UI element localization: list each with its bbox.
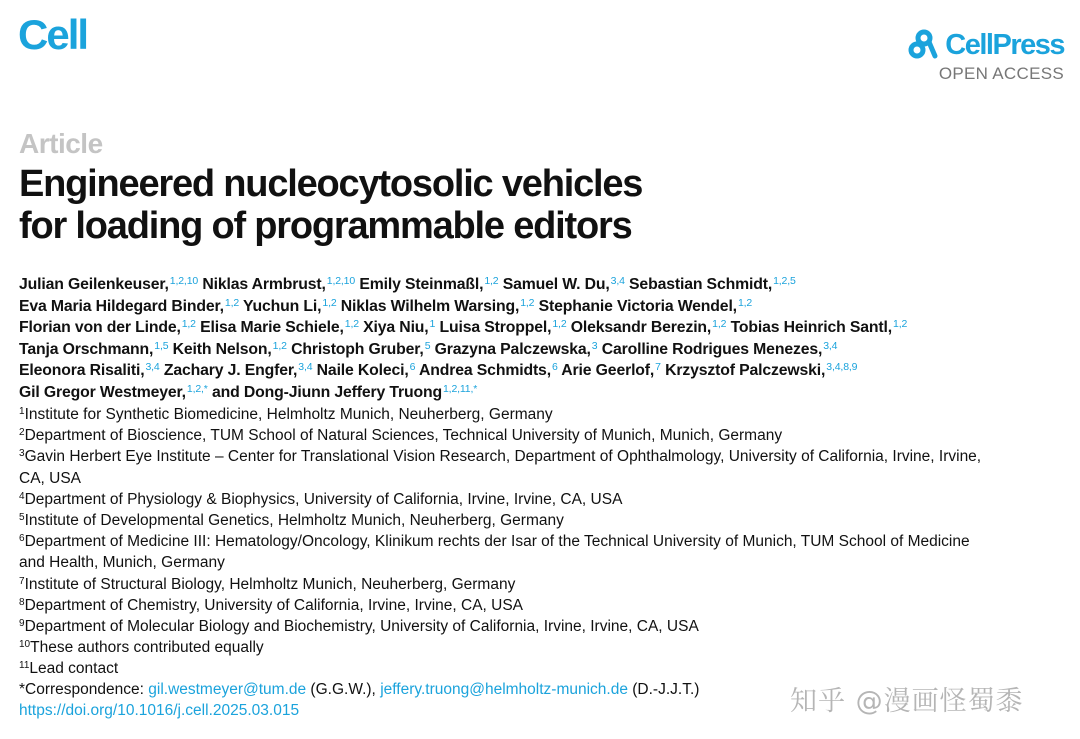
author-affiliation-sup: 3,4 xyxy=(610,275,625,287)
author-affiliation-sup: 1,2,10 xyxy=(326,275,356,287)
author-affiliation-sup: 6 xyxy=(409,361,416,373)
affiliation-number: 6 xyxy=(19,533,25,545)
author-name: Stephanie Victoria Wendel, xyxy=(538,297,737,315)
affiliation-number: 10 xyxy=(19,639,31,651)
author-name: Sebastian Schmidt, xyxy=(629,276,773,293)
author-name: Niklas Wilhelm Warsing, xyxy=(340,297,520,315)
publisher-name: CellPress xyxy=(945,28,1064,61)
email-link-westmeyer[interactable]: gil.westmeyer@tum.de xyxy=(148,681,307,698)
author-affiliation-sup: 1,2,11,* xyxy=(442,382,478,395)
affiliation-item xyxy=(19,531,1069,573)
author-list xyxy=(19,274,1074,403)
author-affiliation-sup: 5 xyxy=(424,339,431,352)
author-line xyxy=(19,317,1074,339)
affiliation-text: Department of Molecular Biology and Biochemistry, University of California, Irvine, Irvine, CA, USA xyxy=(24,618,699,636)
watermark: 知乎 @漫画怪蜀黍 xyxy=(790,686,1024,717)
author-name: Arie Geerlof, xyxy=(561,362,655,379)
affiliation-item xyxy=(19,510,1069,531)
author-name: Luisa Stroppel, xyxy=(439,319,552,336)
author-name: Naile Koleci, xyxy=(316,362,409,379)
affiliation-text: Department of Bioscience, TUM School of Natural Sciences, Technical University of Munich, Munich, Germany xyxy=(24,427,783,445)
author-affiliation-sup: 1,2,5 xyxy=(773,275,796,287)
author-name: Tobias Heinrich Santl, xyxy=(730,319,893,336)
article-title-line: Engineered nucleocytosolic vehicles xyxy=(19,163,643,205)
author-name: Andrea Schmidts, xyxy=(419,362,551,379)
author-name: and Dong-Jiunn Jeffery Truong xyxy=(212,383,442,401)
correspondence-initials: (G.G.W.), xyxy=(306,681,381,698)
author-line xyxy=(19,382,1074,404)
affiliation-number: 8 xyxy=(19,596,25,608)
affiliation-number: 11 xyxy=(19,660,30,672)
author-affiliation-sup: 1,2 xyxy=(737,296,753,309)
affiliation-text-continued: and Health, Munich, Germany xyxy=(19,554,225,572)
author-name: Oleksandr Berezin, xyxy=(570,319,712,336)
author-name: Samuel W. Du, xyxy=(502,276,610,293)
author-affiliation-sup: 1,2 xyxy=(520,296,535,309)
article-title xyxy=(19,163,642,247)
affiliation-number: 2 xyxy=(19,427,25,439)
author-name: Zachary J. Engfer, xyxy=(163,362,298,379)
author-line xyxy=(19,296,1074,318)
affiliation-number: 5 xyxy=(19,512,25,524)
author-affiliation-sup: 1,2,10 xyxy=(169,275,199,287)
affiliation-item xyxy=(19,425,1069,446)
affiliation-text: Institute for Synthetic Biomedicine, Helmholtz Munich, Neuherberg, Germany xyxy=(24,406,553,423)
author-affiliation-sup: 1,2 xyxy=(712,318,727,330)
affiliation-text: Institute of Structural Biology, Helmholtz Munich, Neuherberg, Germany xyxy=(24,575,516,593)
author-affiliation-sup: 1,2 xyxy=(224,296,240,309)
author-affiliation-sup: 1,2 xyxy=(893,318,908,330)
author-name: Carolline Rodrigues Menezes, xyxy=(601,340,823,358)
correspondence-initials: (D.-J.J.T.) xyxy=(627,681,700,698)
author-affiliation-sup: 3,4 xyxy=(145,361,160,373)
author-name: Niklas Armbrust, xyxy=(202,276,326,293)
author-line xyxy=(19,339,1074,361)
affiliation-text: Institute of Developmental Genetics, Helmholtz Munich, Neuherberg, Germany xyxy=(24,512,564,530)
affiliation-text-continued: CA, USA xyxy=(19,469,82,487)
affiliation-text: Gavin Herbert Eye Institute – Center for Translational Vision Research, Department of Ophthalmology, University of California, Irvine, Irvine, xyxy=(24,448,982,466)
open-access-label: OPEN ACCESS xyxy=(938,64,1064,83)
affiliation-item xyxy=(19,595,1069,616)
author-affiliation-sup: 1,2 xyxy=(344,318,359,330)
author-line xyxy=(19,274,1074,296)
affiliation-text: Department of Physiology & Biophysics, University of California, Irvine, Irvine, CA, USA xyxy=(24,490,623,508)
doi-link[interactable]: https://doi.org/10.1016/j.cell.2025.03.015 xyxy=(19,702,300,720)
author-name: Gil Gregor Westmeyer, xyxy=(19,383,186,401)
affiliation-item xyxy=(19,489,1069,510)
author-affiliation-sup: 1,2 xyxy=(552,318,567,330)
author-name: Tanja Orschmann, xyxy=(19,340,154,358)
author-name: Krzysztof Palczewski, xyxy=(665,362,826,379)
article-title-line: for loading of programmable editors xyxy=(19,205,632,247)
author-affiliation-sup: 3,4 xyxy=(298,361,313,373)
author-line xyxy=(19,360,1074,382)
correspondence-label: *Correspondence: xyxy=(19,681,149,698)
affiliation-number: 1 xyxy=(19,406,25,417)
journal-logo: Cell xyxy=(18,11,88,58)
author-affiliation-sup: 3,4,8,9 xyxy=(826,361,858,373)
affiliation-number: 7 xyxy=(19,575,25,587)
author-name: Eva Maria Hildegard Binder, xyxy=(19,297,224,315)
author-affiliation-sup: 1,5 xyxy=(154,339,169,352)
author-affiliation-sup: 1 xyxy=(429,318,436,330)
author-affiliation-sup: 1,2 xyxy=(181,318,196,330)
publisher-badge[interactable] xyxy=(907,28,1064,82)
affiliation-number: 4 xyxy=(19,490,25,502)
author-name: Grazyna Palczewska, xyxy=(434,340,591,358)
author-affiliation-sup: 1,2 xyxy=(272,339,287,352)
affiliation-text: Lead contact xyxy=(29,660,119,678)
author-name: Yuchun Li, xyxy=(243,297,322,315)
author-name: Elisa Marie Schiele, xyxy=(200,319,344,336)
affiliation-text: These authors contributed equally xyxy=(30,639,264,657)
affiliation-item xyxy=(19,637,1069,658)
author-name: Florian von der Linde, xyxy=(19,319,181,336)
article-type: Article xyxy=(19,128,103,159)
author-affiliation-sup: 6 xyxy=(551,361,558,373)
author-name: Eleonora Risaliti, xyxy=(19,362,145,379)
author-affiliation-sup: 7 xyxy=(655,361,661,373)
affiliation-item xyxy=(19,446,1069,488)
affiliation-text: Department of Medicine III: Hematology/Oncology, Klinikum rechts der Isar of the Technical University of Munich, TUM School of Medicine xyxy=(24,533,970,551)
affiliation-list xyxy=(19,404,1069,680)
author-name: Keith Nelson, xyxy=(172,340,272,358)
email-link-truong[interactable]: jeffery.truong@helmholtz-munich.de xyxy=(380,681,628,698)
affiliation-number: 3 xyxy=(19,448,25,460)
affiliation-item xyxy=(19,404,1069,425)
affiliation-item xyxy=(19,658,1069,679)
author-affiliation-sup: 1,2,* xyxy=(186,382,208,395)
author-name: Xiya Niu, xyxy=(363,319,429,336)
affiliation-number: 9 xyxy=(19,618,25,630)
author-affiliation-sup: 1,2 xyxy=(484,275,499,287)
affiliation-text: Department of Chemistry, University of California, Irvine, Irvine, CA, USA xyxy=(24,596,524,614)
author-affiliation-sup: 3 xyxy=(591,339,598,352)
author-affiliation-sup: 3,4 xyxy=(823,339,838,352)
author-name: Christoph Gruber, xyxy=(291,340,424,358)
author-name: Julian Geilenkeuser, xyxy=(19,276,169,293)
affiliation-item xyxy=(19,574,1069,595)
cellpress-mark-icon xyxy=(907,28,941,62)
affiliation-item xyxy=(19,616,1069,637)
author-affiliation-sup: 1,2 xyxy=(322,296,337,309)
author-name: Emily Steinmaßl, xyxy=(359,276,484,293)
